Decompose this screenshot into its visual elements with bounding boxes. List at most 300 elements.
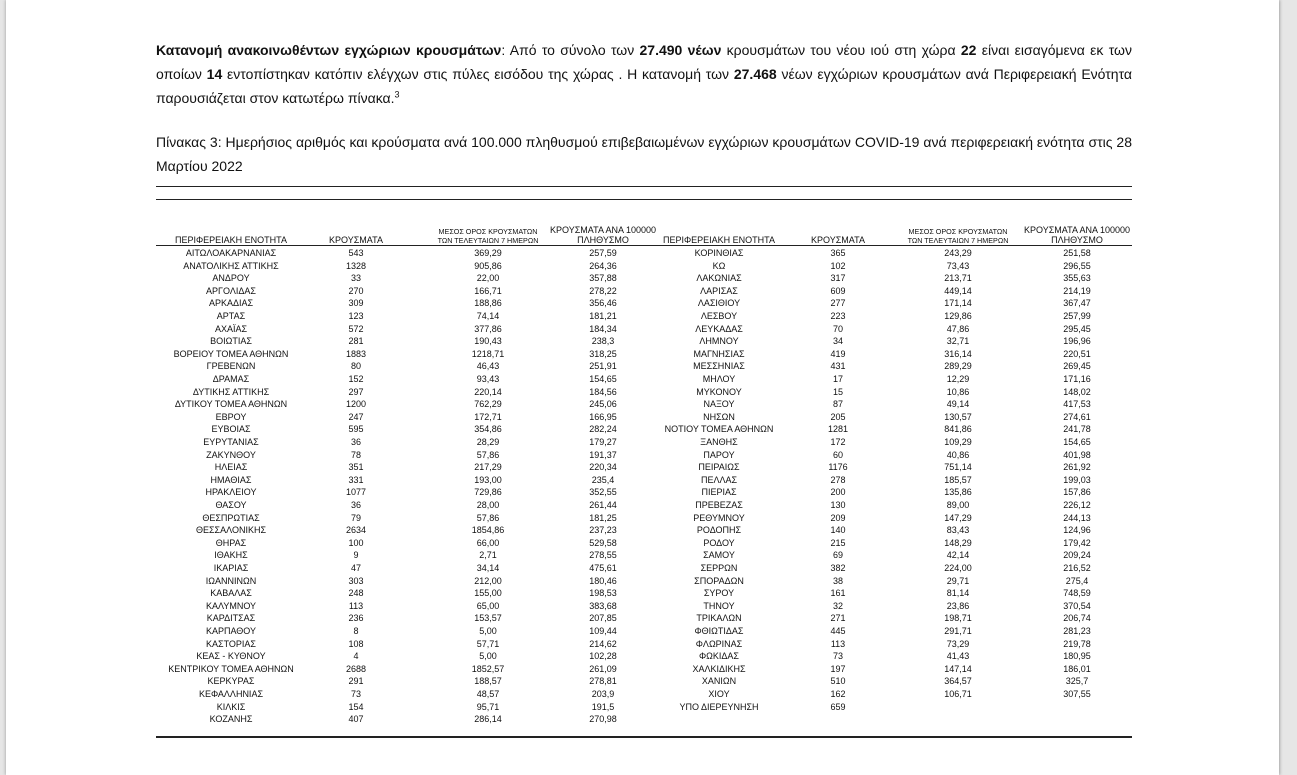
- region-name: ΘΕΣΣΑΛΟΝΙΚΗΣ: [195, 525, 267, 536]
- region-name: ΜΑΓΝΗΣΙΑΣ: [693, 348, 745, 359]
- region-name: ΧΙΟΥ: [708, 689, 730, 699]
- seven-day-average: 316,14: [944, 348, 972, 359]
- cases-per-100k: 220,51: [1063, 348, 1091, 359]
- cases-per-100k: 325,7: [1065, 676, 1089, 687]
- cases-per-100k: 238,3: [591, 336, 615, 347]
- cases-count: 78: [350, 449, 361, 460]
- table-row-right: [156, 335, 1132, 348]
- region-name: ΠΕΛΛΑΣ: [700, 474, 738, 485]
- seven-day-average: 93,43: [476, 374, 500, 384]
- table-row-right: [156, 688, 1132, 701]
- cases-per-100k: 356,46: [589, 298, 617, 309]
- header-per-line2: ΠΛΗΘΥΣΜΟ: [1051, 235, 1103, 245]
- cases-count: 407: [348, 714, 364, 725]
- seven-day-average: 364,57: [944, 676, 972, 687]
- cases-count: 9: [353, 550, 359, 561]
- region-name: ΚΙΛΚΙΣ: [216, 701, 246, 712]
- table-row-right: [156, 360, 1132, 373]
- cases-per-100k: 281,23: [1063, 626, 1091, 636]
- cases-count: 209: [830, 512, 846, 523]
- cases-count: 152: [348, 374, 364, 384]
- seven-day-average: 135,86: [944, 487, 972, 498]
- seven-day-average: 28,00: [476, 500, 500, 510]
- region-name: ΕΥΒΟΙΑΣ: [211, 424, 251, 435]
- region-name: ΡΕΘΥΜΝΟΥ: [693, 512, 745, 523]
- seven-day-average: 190,43: [474, 336, 502, 347]
- cases-count: 1176: [828, 462, 848, 473]
- region-name: ΘΕΣΠΡΩΤΙΑΣ: [202, 512, 260, 523]
- cases-per-100k: 274,61: [1063, 411, 1091, 422]
- cases-per-100k: 251,91: [589, 361, 617, 372]
- table-row-right: [156, 612, 1132, 625]
- cases-per-100k: 307,55: [1063, 689, 1091, 699]
- seven-day-average: 48,57: [476, 689, 500, 699]
- region-name: ΗΜΑΘΙΑΣ: [210, 474, 252, 485]
- cases-per-100k: 109,44: [589, 626, 617, 636]
- cases-per-100k: 166,95: [589, 411, 617, 422]
- region-name: ΑΝΔΡΟΥ: [212, 273, 250, 284]
- cases-count: 113: [830, 638, 846, 649]
- cases-per-100k: 209,24: [1063, 550, 1091, 561]
- header-avg-line1: ΜΕΣΟΣ ΟΡΟΣ ΚΡΟΥΣΜΑΤΩΝ: [438, 227, 538, 236]
- cases-per-100k: 226,12: [1063, 500, 1091, 510]
- header-avg-line2: ΤΩΝ ΤΕΛΕΥΤΑΙΩΝ 7 ΗΜΕΡΩΝ: [907, 236, 1009, 245]
- cases-count: 1200: [345, 399, 367, 410]
- cases-per-100k: 417,53: [1063, 399, 1091, 410]
- seven-day-average: 42,14: [946, 550, 970, 561]
- cases-count: 223: [830, 311, 846, 321]
- region-name: ΛΕΥΚΑΔΑΣ: [695, 323, 743, 334]
- seven-day-average: 41,43: [946, 651, 970, 662]
- region-name: ΣΕΡΡΩΝ: [700, 563, 738, 573]
- seven-day-average: 155,00: [474, 588, 502, 599]
- cases-count: 595: [348, 424, 364, 435]
- region-name: ΗΛΕΙΑΣ: [214, 462, 248, 473]
- region-name: ΠΑΡΟΥ: [703, 449, 735, 460]
- cases-count: 60: [832, 449, 843, 460]
- cases-per-100k: 244,13: [1063, 512, 1091, 523]
- seven-day-average: 198,71: [944, 613, 972, 624]
- header-per100k-right: [1002, 225, 1152, 245]
- intro-total-cases: 27.490 νέων: [639, 42, 722, 58]
- cases-per-100k: 191,5: [591, 701, 615, 712]
- region-name: ΗΡΑΚΛΕΙΟΥ: [205, 487, 257, 498]
- seven-day-average: 193,00: [474, 474, 502, 485]
- intro-border-cases: 14: [206, 66, 223, 82]
- region-name: ΤΗΝΟΥ: [703, 600, 735, 611]
- seven-day-average: 49,14: [946, 399, 970, 410]
- table-row-right: [156, 461, 1132, 474]
- seven-day-average: 213,71: [944, 273, 972, 284]
- region-name: ΖΑΚΥΝΘΟΥ: [206, 449, 256, 460]
- cases-count: 4: [353, 651, 359, 662]
- cases-per-100k: 296,55: [1063, 260, 1091, 271]
- region-name: ΠΙΕΡΙΑΣ: [701, 487, 737, 498]
- seven-day-average: 95,71: [476, 701, 500, 712]
- table-row-right: [156, 310, 1132, 323]
- seven-day-average: 291,71: [944, 626, 972, 636]
- region-name: ΝΟΤΙΟΥ ΤΟΜΕΑ ΑΘΗΝΩΝ: [664, 424, 774, 435]
- seven-day-average: 172,71: [474, 411, 502, 422]
- region-name: ΤΡΙΚΑΛΩΝ: [696, 613, 742, 624]
- cases-per-100k: 207,85: [589, 613, 617, 624]
- cases-per-100k: 355,63: [1063, 273, 1091, 284]
- cases-count: 351: [348, 462, 364, 473]
- cases-count: 36: [350, 437, 361, 447]
- seven-day-average: 81,14: [946, 588, 970, 599]
- region-name: ΦΘΙΩΤΙΔΑΣ: [694, 626, 744, 636]
- cases-count: 281: [348, 336, 364, 347]
- region-name: ΛΕΣΒΟΥ: [700, 311, 738, 321]
- region-name: ΡΟΔΟΠΗΣ: [696, 525, 742, 536]
- seven-day-average: 905,86: [474, 260, 502, 271]
- table-row-right: [156, 600, 1132, 613]
- cases-count: 278: [830, 474, 846, 485]
- region-name: ΔΡΑΜΑΣ: [212, 374, 250, 384]
- table-row-right: [156, 549, 1132, 562]
- cases-count: 69: [832, 550, 843, 561]
- seven-day-average: 1854,86: [471, 525, 505, 536]
- seven-day-average: 148,29: [944, 537, 972, 548]
- region-name: ΘΑΣΟΥ: [215, 500, 247, 510]
- region-name: ΚΑΡΔΙΤΣΑΣ: [206, 613, 256, 624]
- intro-domestic-cases: 27.468: [733, 66, 777, 82]
- table-row-right: [156, 373, 1132, 386]
- cases-count: 154: [348, 701, 364, 712]
- seven-day-average: 171,14: [944, 298, 972, 309]
- cases-per-100k: 241,78: [1063, 424, 1091, 435]
- cases-per-100k: 367,47: [1063, 298, 1091, 309]
- cases-count: 659: [830, 701, 846, 712]
- cases-count: 130: [830, 500, 846, 510]
- header-region-left: ΠΕΡΙΦΕΡΕΙΑΚΗ ΕΝΟΤΗΤΑ: [174, 235, 288, 245]
- cases-per-100k: 529,58: [589, 537, 617, 548]
- region-name: ΙΩΑΝΝΙΝΩΝ: [205, 575, 257, 586]
- region-name: ΥΠΟ ΔΙΕΡΕΥΝΗΣΗ: [679, 701, 759, 712]
- cases-per-100k: 278,55: [589, 550, 617, 561]
- cases-per-100k: 181,25: [589, 512, 617, 523]
- cases-count: 32: [832, 600, 843, 611]
- cases-per-100k: 278,22: [589, 285, 617, 296]
- cases-count: 510: [830, 676, 846, 687]
- cases-count: 140: [830, 525, 846, 536]
- region-name: ΕΥΡΥΤΑΝΙΑΣ: [203, 437, 259, 447]
- cases-count: 100: [348, 537, 364, 548]
- cases-count: 2634: [345, 525, 367, 536]
- cases-count: 331: [348, 474, 364, 485]
- cases-count: 200: [830, 487, 846, 498]
- table-row-right: [156, 512, 1132, 525]
- region-name: ΚΟΡΙΝΘΙΑΣ: [694, 248, 744, 258]
- cases-count: 172: [830, 437, 846, 447]
- cases-count: 70: [832, 323, 843, 334]
- region-name: ΚΕΦΑΛΛΗΝΙΑΣ: [198, 689, 264, 699]
- seven-day-average: 83,43: [946, 525, 970, 536]
- cases-count: 1281: [827, 424, 849, 435]
- cases-count: 236: [348, 613, 364, 624]
- region-name: ΠΡΕΒΕΖΑΣ: [695, 500, 743, 510]
- seven-day-average: 449,14: [944, 285, 972, 296]
- seven-day-average: 40,86: [946, 449, 970, 460]
- table-row-right: [156, 260, 1132, 273]
- cases-count: 34: [832, 336, 843, 347]
- header-per-line2: ΠΛΗΘΥΣΜΟ: [577, 235, 629, 245]
- cases-per-100k: 198,53: [589, 588, 617, 599]
- cases-per-100k: 196,96: [1063, 336, 1091, 347]
- intro-imported-cases: 22: [960, 42, 977, 58]
- seven-day-average: 22,00: [476, 273, 500, 284]
- bottom-rule: [156, 736, 1132, 738]
- cases-count: 365: [830, 248, 846, 258]
- cases-per-100k: 148,02: [1063, 386, 1091, 397]
- seven-day-average: 66,00: [476, 537, 500, 548]
- seven-day-average: 28,29: [476, 437, 500, 447]
- region-name: ΜΥΚΟΝΟΥ: [696, 386, 742, 397]
- cases-count: 36: [350, 500, 361, 510]
- table-row-right: [156, 625, 1132, 638]
- region-name: ΘΗΡΑΣ: [215, 537, 247, 548]
- region-name: ΣΠΟΡΑΔΩΝ: [694, 575, 744, 586]
- intro-text: εντοπίστηκαν κατόπιν ελέγχων στις πύλες εισόδου της χώρας . Η κατανομή των: [222, 66, 734, 82]
- region-name: ΛΗΜΝΟΥ: [699, 336, 739, 347]
- cases-per-100k: 171,16: [1063, 374, 1091, 384]
- seven-day-average: 5,00: [479, 626, 497, 636]
- cases-count: 80: [350, 361, 361, 372]
- region-name: ΚΩ: [712, 260, 726, 271]
- seven-day-average: 762,29: [474, 399, 502, 410]
- table-row-right: [156, 449, 1132, 462]
- cases-count: 543: [348, 248, 364, 258]
- table-row-right: [156, 423, 1132, 436]
- cases-count: 317: [830, 273, 846, 284]
- intro-text: είναι εισαγόμενα εκ των οποίων: [156, 42, 1132, 82]
- cases-per-100k: 219,78: [1063, 638, 1091, 649]
- footnote-marker: 3: [394, 89, 400, 100]
- cases-count: 1077: [345, 487, 367, 498]
- table-row-left: [156, 713, 1132, 726]
- seven-day-average: 354,86: [474, 424, 502, 435]
- region-name: ΑΡΤΑΣ: [216, 311, 246, 321]
- region-name: ΑΡΚΑΔΙΑΣ: [208, 298, 254, 309]
- header-cases-right: ΚΡΟΥΣΜΑΤΑ: [811, 235, 865, 245]
- cases-per-100k: 352,55: [589, 487, 617, 498]
- cases-per-100k: 748,59: [1063, 588, 1091, 599]
- intro-paragraph: [156, 38, 1132, 110]
- header-per-line1: ΚΡΟΥΣΜΑΤΑ ΑΝΑ 100000: [550, 225, 656, 235]
- seven-day-average: 29,71: [946, 575, 970, 586]
- seven-day-average: 12,29: [946, 374, 970, 384]
- region-name: ΔΥΤΙΚΗΣ ΑΤΤΙΚΗΣ: [192, 386, 270, 397]
- cases-per-100k: 179,42: [1063, 537, 1091, 548]
- header-avg-line1: ΜΕΣΟΣ ΟΡΟΣ ΚΡΟΥΣΜΑΤΩΝ: [908, 227, 1008, 236]
- cases-per-100k: 203,9: [591, 689, 615, 699]
- seven-day-average: 147,29: [944, 512, 972, 523]
- cases-count: 291: [348, 676, 364, 687]
- cases-per-100k: 179,27: [589, 437, 617, 447]
- cases-count: 247: [348, 411, 364, 422]
- cases-per-100k: 261,09: [589, 663, 617, 674]
- cases-count: 161: [830, 588, 846, 599]
- cases-count: 445: [830, 626, 846, 636]
- cases-count: 1883: [345, 348, 367, 359]
- table-row-right: [156, 499, 1132, 512]
- header-per-line1: ΚΡΟΥΣΜΑΤΑ ΑΝΑ 100000: [1024, 225, 1130, 235]
- seven-day-average: 751,14: [944, 462, 972, 473]
- table-row-right: [156, 272, 1132, 285]
- region-name: ΛΑΚΩΝΙΑΣ: [696, 273, 742, 284]
- cases-per-100k: 357,88: [589, 273, 617, 284]
- cases-per-100k: 216,52: [1063, 563, 1091, 573]
- cases-count: 47: [350, 563, 361, 573]
- cases-per-100k: 257,99: [1063, 311, 1091, 321]
- cases-count: 205: [830, 411, 846, 422]
- seven-day-average: 188,86: [474, 298, 502, 309]
- region-name: ΑΡΓΟΛΙΔΑΣ: [206, 285, 256, 296]
- seven-day-average: 46,43: [476, 361, 500, 372]
- region-name: ΚΕΑΣ - ΚΥΘΝΟΥ: [196, 651, 266, 662]
- table-row-right: [156, 285, 1132, 298]
- cases-count: 309: [348, 298, 364, 309]
- seven-day-average: 57,86: [476, 512, 500, 523]
- cases-per-100k: 214,62: [589, 638, 617, 649]
- cases-per-100k: 278,81: [589, 676, 617, 687]
- seven-day-average: 1852,57: [471, 663, 505, 674]
- header-region-right: ΠΕΡΙΦΕΡΕΙΑΚΗ ΕΝΟΤΗΤΑ: [662, 235, 776, 245]
- table-row-right: [156, 348, 1132, 361]
- cases-per-100k: 264,36: [589, 260, 617, 271]
- cases-count: 297: [348, 386, 364, 397]
- cases-count: 1328: [345, 260, 367, 271]
- seven-day-average: 10,86: [946, 386, 970, 397]
- cases-count: 277: [830, 298, 846, 309]
- cases-per-100k: 282,24: [589, 424, 617, 435]
- table-row-right: [156, 663, 1132, 676]
- cases-per-100k: 124,96: [1063, 525, 1091, 536]
- region-name: ΒΟΡΕΙΟΥ ΤΟΜΕΑ ΑΘΗΝΩΝ: [173, 348, 289, 359]
- region-name: ΛΑΡΙΣΑΣ: [700, 285, 738, 296]
- cases-count: 248: [348, 588, 364, 599]
- region-name: ΡΟΔΟΥ: [703, 537, 735, 548]
- region-name: ΣΑΜΟΥ: [703, 550, 735, 561]
- seven-day-average: 185,57: [944, 474, 972, 485]
- seven-day-average: 73,43: [946, 260, 970, 271]
- region-name: ΞΑΝΘΗΣ: [700, 437, 738, 447]
- cases-count: 17: [832, 374, 843, 384]
- region-name: ΦΩΚΙΔΑΣ: [699, 651, 739, 662]
- cases-per-100k: 261,44: [589, 500, 617, 510]
- seven-day-average: 34,14: [476, 563, 500, 573]
- cases-per-100k: 184,34: [589, 323, 617, 334]
- seven-day-average: 153,57: [474, 613, 502, 624]
- region-name: ΚΑΣΤΟΡΙΑΣ: [206, 638, 256, 649]
- table-row-right: [156, 398, 1132, 411]
- cases-count: 609: [830, 285, 846, 296]
- table-row-right: [156, 638, 1132, 651]
- region-name: ΚΑΛΥΜΝΟΥ: [205, 600, 257, 611]
- cases-per-100k: 295,45: [1063, 323, 1091, 334]
- cases-per-100k: 154,65: [1063, 437, 1091, 447]
- region-name: ΙΚΑΡΙΑΣ: [213, 563, 249, 573]
- cases-per-100k: 184,56: [589, 386, 617, 397]
- seven-day-average: 289,29: [944, 361, 972, 372]
- seven-day-average: 243,29: [944, 248, 972, 258]
- region-name: ΜΗΛΟΥ: [702, 374, 736, 384]
- table-row-right: [156, 386, 1132, 399]
- cases-count: 38: [832, 575, 843, 586]
- table-row-right: [156, 650, 1132, 663]
- region-name: ΣΥΡΟΥ: [703, 588, 735, 599]
- table-row-right: [156, 474, 1132, 487]
- cases-per-100k: 157,86: [1063, 487, 1091, 498]
- cases-count: 73: [832, 651, 843, 662]
- cases-per-100k: 237,23: [589, 525, 617, 536]
- table-row-right: [156, 537, 1132, 550]
- table-row-right: [156, 562, 1132, 575]
- cases-count: 79: [350, 512, 361, 523]
- seven-day-average: 74,14: [476, 311, 500, 321]
- cases-per-100k: 261,92: [1063, 462, 1091, 473]
- cases-per-100k: 214,19: [1063, 285, 1091, 296]
- seven-day-average: 5,00: [479, 651, 497, 662]
- region-name: ΚΟΖΑΝΗΣ: [209, 714, 253, 725]
- region-name: ΑΧΑΪΑΣ: [214, 323, 248, 334]
- header-rule: [156, 245, 1132, 246]
- region-name: ΜΕΣΣΗΝΙΑΣ: [693, 361, 745, 372]
- intro-text: νέων εγχώριων κρουσμάτων ανά Περιφερειακή Ενότητα παρουσιάζεται στον κατωτέρω πίνακα.: [156, 66, 1132, 106]
- region-name: ΧΑΛΚΙΔΙΚΗΣ: [692, 663, 746, 674]
- cases-count: 303: [348, 575, 364, 586]
- cases-count: 431: [830, 361, 846, 372]
- cases-per-100k: 220,34: [589, 462, 617, 473]
- cases-count: 419: [830, 348, 846, 359]
- seven-day-average: 130,57: [944, 411, 972, 422]
- cases-per-100k: 235,4: [591, 474, 615, 485]
- seven-day-average: 147,14: [944, 663, 972, 674]
- region-name: ΙΘΑΚΗΣ: [214, 550, 248, 561]
- cases-count: 270: [348, 285, 364, 296]
- cases-count: 102: [830, 260, 846, 271]
- cases-per-100k: 186,01: [1063, 663, 1091, 674]
- top-rule-2: [156, 199, 1132, 200]
- region-name: ΛΑΣΙΘΙΟΥ: [697, 298, 741, 309]
- seven-day-average: 57,71: [476, 638, 500, 649]
- region-name: ΕΒΡΟΥ: [215, 411, 247, 422]
- table-caption: Πίνακας 3: Ημερήσιος αριθμός και κρούσματα ανά 100.000 πληθυσμού επιβεβαιωμένων εγχώριων κρουσμάτων COVID-19 ανά περιφερειακή ενότητα στις 28 Μαρτίου 2022: [156, 134, 1132, 174]
- table-row-right: [156, 587, 1132, 600]
- seven-day-average: 57,86: [476, 449, 500, 460]
- cases-count: 382: [830, 563, 846, 573]
- seven-day-average: 841,86: [944, 424, 972, 435]
- top-rule: [156, 186, 1132, 187]
- seven-day-average: 217,29: [474, 462, 502, 473]
- region-name: ΠΕΙΡΑΙΩΣ: [698, 462, 740, 473]
- table-row-right: [156, 436, 1132, 449]
- table-row-right: [156, 486, 1132, 499]
- cases-per-100k: 401,98: [1063, 449, 1091, 460]
- region-name: ΦΛΩΡΙΝΑΣ: [695, 638, 743, 649]
- region-name: ΒΟΙΩΤΙΑΣ: [210, 336, 252, 347]
- region-name: ΚΑΡΠΑΘΟΥ: [205, 626, 257, 636]
- cases-per-100k: 180,95: [1063, 651, 1091, 662]
- cases-count: 271: [830, 613, 846, 624]
- cases-count: 113: [348, 600, 364, 611]
- cases-count: 162: [830, 689, 846, 699]
- cases-count: 87: [832, 399, 843, 410]
- seven-day-average: 188,57: [474, 676, 502, 687]
- region-name: ΚΕΡΚΥΡΑΣ: [207, 676, 255, 687]
- seven-day-average: 109,29: [944, 437, 972, 447]
- region-name: ΝΗΣΩΝ: [703, 411, 735, 422]
